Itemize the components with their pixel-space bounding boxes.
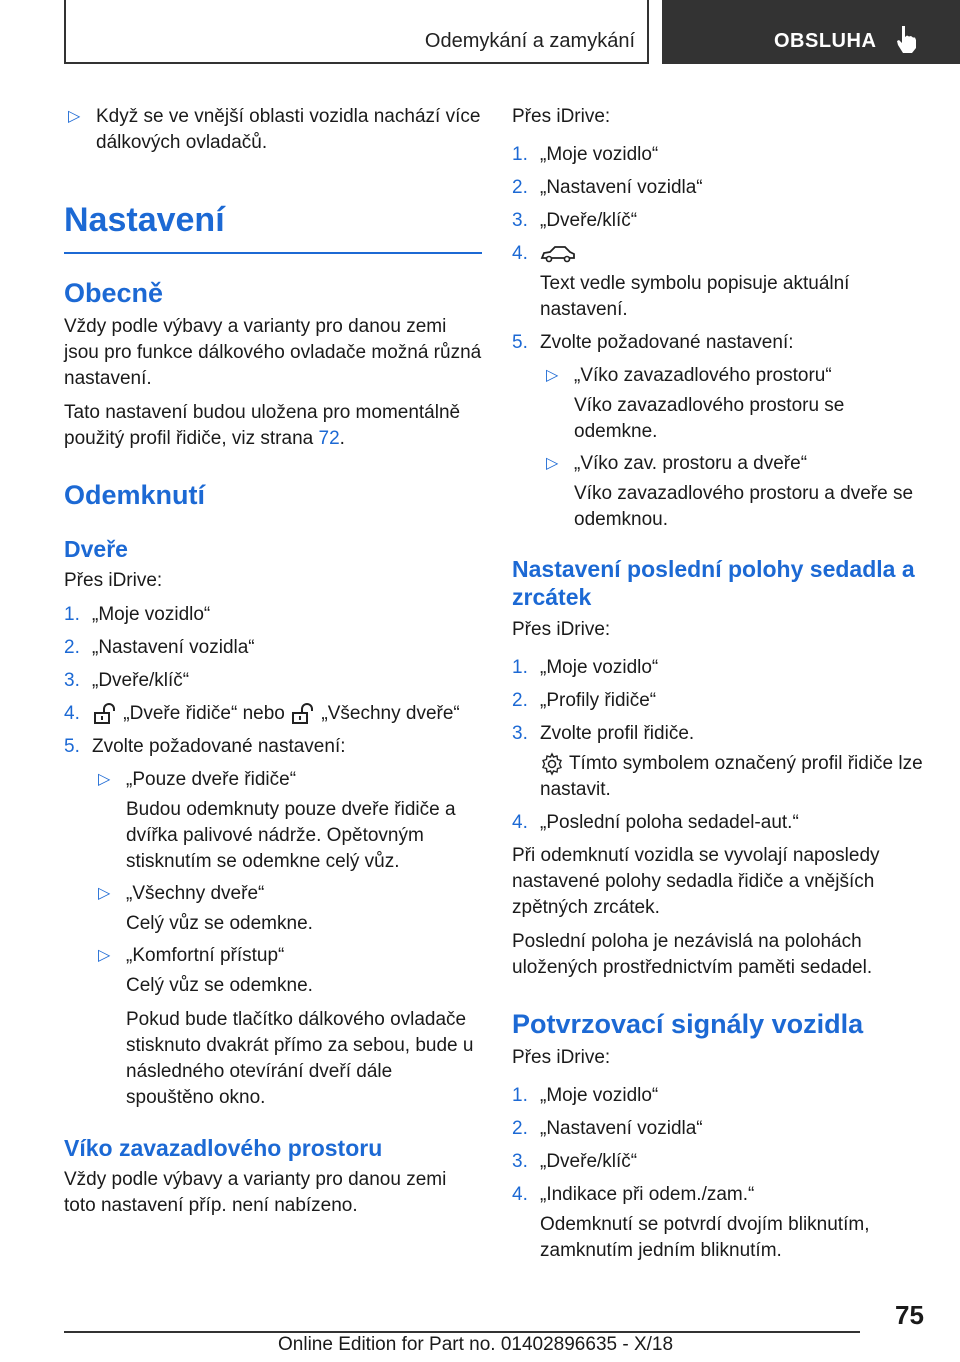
- list-item: ▷ „Víko zavazadlového prostoru“ Víko zavazadlového prostoru se odemkne.: [546, 365, 845, 442]
- paragraph: Přes iDrive:: [512, 1047, 611, 1068]
- paragraph: Přes iDrive:: [512, 106, 611, 127]
- list-item: 1. „Moje vozidlo“: [64, 604, 211, 625]
- settings-gear-icon: [540, 752, 564, 776]
- list-item: 1. „Moje vozidlo“: [512, 144, 659, 165]
- unlock-icon: [290, 703, 316, 725]
- triangle-bullet-icon: ▷: [68, 108, 81, 125]
- unlock-icon: [92, 703, 118, 725]
- list-item: 2. „Profily řidiče“: [512, 690, 657, 711]
- footer-divider: [64, 1331, 860, 1333]
- footer-edition: Online Edition for Part no. 01402896635 - X/18: [278, 1334, 674, 1355]
- list-item: 5. Zvolte požadované nastavení:: [512, 332, 794, 353]
- triangle-bullet-icon: ▷: [546, 367, 559, 384]
- triangle-bullet-icon: ▷: [98, 947, 111, 964]
- list-item: 4. „Poslední poloha sedadel-aut.“: [512, 812, 799, 833]
- paragraph: Tato nastavení budou uložena pro momentálně použitý profil řidiče, viz strana 72.: [64, 402, 461, 449]
- subsection-heading: Potvrzovací signály vozidla: [512, 1009, 864, 1039]
- paragraph: Při odemknutí vozidla se vyvolají naposledy nastavené polohy sedadla řidiče a vnějších zpětných zrcátek.: [512, 845, 880, 918]
- paragraph: Přes iDrive:: [512, 619, 611, 640]
- list-item: ▷ „Komfortní přístup“ Celý vůz se odemkne. Pokud bude tlačítko dálkového ovladače stisknuto dvakrát přímo za sebou, bude u následného otevírání dveří dále spouštěno okno.: [98, 945, 474, 1108]
- triangle-bullet-icon: ▷: [546, 455, 559, 472]
- page-number: 75: [895, 1300, 924, 1330]
- list-item: ▷ „Víko zav. prostoru a dveře“ Víko zavazadlového prostoru a dveře se odemknou.: [546, 453, 914, 530]
- paragraph: Vždy podle výbavy a varianty pro danou zemi toto nastavení příp. není nabízeno.: [64, 1169, 447, 1216]
- minor-heading: Dveře: [64, 536, 128, 562]
- list-item: 4. „Indikace při odem./zam.“ Odemknutí se potvrdí dvojím bliknutím, zamknutím jedním bliknutím.: [512, 1184, 870, 1261]
- car-icon: [540, 244, 576, 264]
- triangle-bullet-icon: ▷: [98, 771, 111, 788]
- list-item: 3. Zvolte profil řidiče. Tímto symbolem označený profil řidiče lze nastavit.: [512, 723, 923, 800]
- list-item: ▷ „Pouze dveře řidiče“ Budou odemknuty pouze dveře řidiče a dvířka palivové nádrže. Opětovným stisknutím se odemkne celý vůz.: [98, 769, 456, 872]
- header-section: OBSLUHA: [774, 30, 877, 52]
- header-title: Odemykání a zamykání: [424, 30, 635, 52]
- list-item: 3. „Dveře/klíč“: [512, 1151, 638, 1172]
- header-title-box: [64, 0, 649, 64]
- list-item: 3. „Dveře/klíč“: [64, 670, 190, 691]
- section-heading: Nastavení: [64, 198, 482, 254]
- list-item: 4. Text vedle symbolu popisuje aktuální nastavení.: [512, 243, 850, 320]
- list-item: ▷ Když se ve vnější oblasti vozidla nachází více dálkových ovladačů.: [68, 106, 481, 153]
- list-item: 2. „Nastavení vozidla“: [64, 637, 255, 658]
- list-item: 5. Zvolte požadované nastavení:: [64, 736, 346, 757]
- list-item: 4. „Dveře řidiče“ nebo „Všechny dveře“: [64, 703, 460, 724]
- list-item: ▷ „Všechny dveře“ Celý vůz se odemkne.: [98, 883, 313, 934]
- header-section-box: [662, 0, 960, 64]
- right-column: [512, 104, 932, 1271]
- list-item: 1. „Moje vozidlo“: [512, 657, 659, 678]
- left-column: [64, 104, 482, 1227]
- page-link[interactable]: 72: [318, 428, 340, 449]
- paragraph: Přes iDrive:: [64, 570, 163, 591]
- list-item: 2. „Nastavení vozidla“: [512, 177, 703, 198]
- paragraph: Vždy podle výbavy a varianty pro danou zemi jsou pro funkce dálkového ovladače možná různá nastavení.: [64, 316, 482, 389]
- list-item: 3. „Dveře/klíč“: [512, 210, 638, 231]
- pointing-hand-icon: [894, 24, 920, 54]
- triangle-bullet-icon: ▷: [98, 885, 111, 902]
- paragraph: Poslední poloha je nezávislá na polohách uložených prostřednictvím paměti sedadel.: [512, 931, 873, 978]
- minor-heading: Nastavení poslední polohy sedadla a zrcátek: [512, 556, 915, 610]
- subsection-heading: Odemknutí: [64, 480, 206, 510]
- minor-heading: Víko zavazadlového prostoru: [64, 1135, 383, 1161]
- list-item: 2. „Nastavení vozidla“: [512, 1118, 703, 1139]
- list-item: 1. „Moje vozidlo“: [512, 1085, 659, 1106]
- subsection-heading: Obecně: [64, 278, 164, 308]
